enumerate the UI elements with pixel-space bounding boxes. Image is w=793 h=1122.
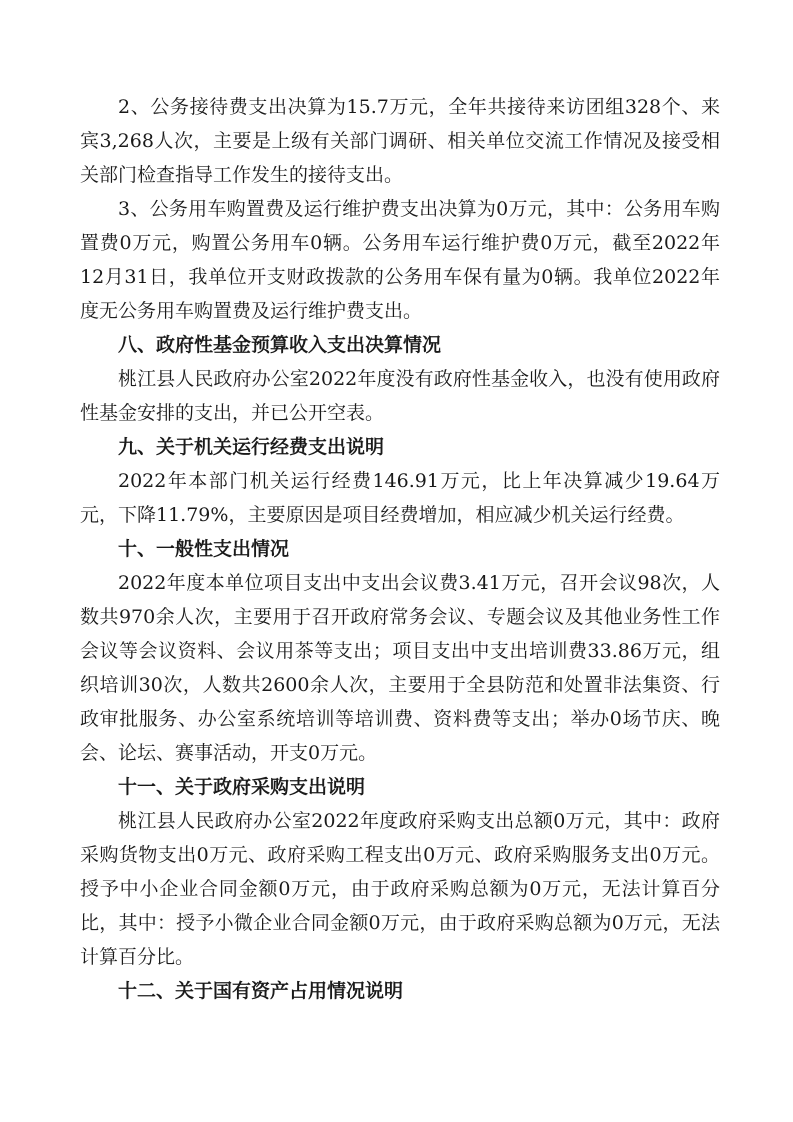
- paragraph-vehicle-expense: 3、公务用车购置费及运行维护费支出决算为0万元，其中：公务用车购置费0万元，购置公务用车0辆。公务用车运行维护费0万元，截至2022年12月31日，我单位开支财政拨款的公务用车保有量为0辆。我单位2022年度无公务用车购置费及运行维护费支出。: [80, 198, 720, 322]
- paragraph-procurement: 桃江县人民政府办公室2022年度政府采购支出总额0万元，其中：政府采购货物支出0万元、政府采购工程支出0万元、政府采购服务支出0万元。授予中小企业合同金额0万元，由于政府采购总额为0万元，无法计算百分比，其中：授予小微企业合同金额0万元，由于政府采购总额为0万元，无法计算百分比。: [80, 810, 720, 968]
- section-heading-state-assets: 十二、关于国有资产占用情况说明: [118, 980, 404, 1002]
- paragraph-reception-expense: 2、公务接待费支出决算为15.7万元，全年共接待来访团组328个、来宾3,268人次，主要是上级有关部门调研、相关单位交流工作情况及接受相关部门检查指导工作发生的接待支出。: [80, 96, 720, 186]
- document-body: [80, 90, 720, 1008]
- paragraph-operating-cost: 2022年本部门机关运行经费146.91万元，比上年决算减少19.64万元，下降11.79%，主要原因是项目经费增加，相应减少机关运行经费。: [80, 470, 720, 526]
- paragraph-general-expense: 2022年度本单位项目支出中支出会议费3.41万元，召开会议98次，人数共970余人次，主要用于召开政府常务会议、专题会议及其他业务性工作会议等会议资料、会议用茶等支出；项目支出中支出培训费33.86万元，组织培训30次，人数共2600余人次，主要用于全县防范和处置非法集资、行政审批服务、办公室系统培训等培训费、资料费等支出；举办0场节庆、晚会、论坛、赛事活动，开支0万元。: [80, 572, 720, 764]
- section-heading-general-expense: 十、一般性支出情况: [118, 538, 290, 560]
- section-heading-fund-budget: 八、政府性基金预算收入支出决算情况: [118, 334, 442, 356]
- section-heading-operating-cost: 九、关于机关运行经费支出说明: [118, 436, 385, 458]
- section-heading-procurement: 十一、关于政府采购支出说明: [118, 776, 366, 798]
- paragraph-fund-budget: 桃江县人民政府办公室2022年度没有政府性基金收入，也没有使用政府性基金安排的支出，并已公开空表。: [80, 368, 720, 424]
